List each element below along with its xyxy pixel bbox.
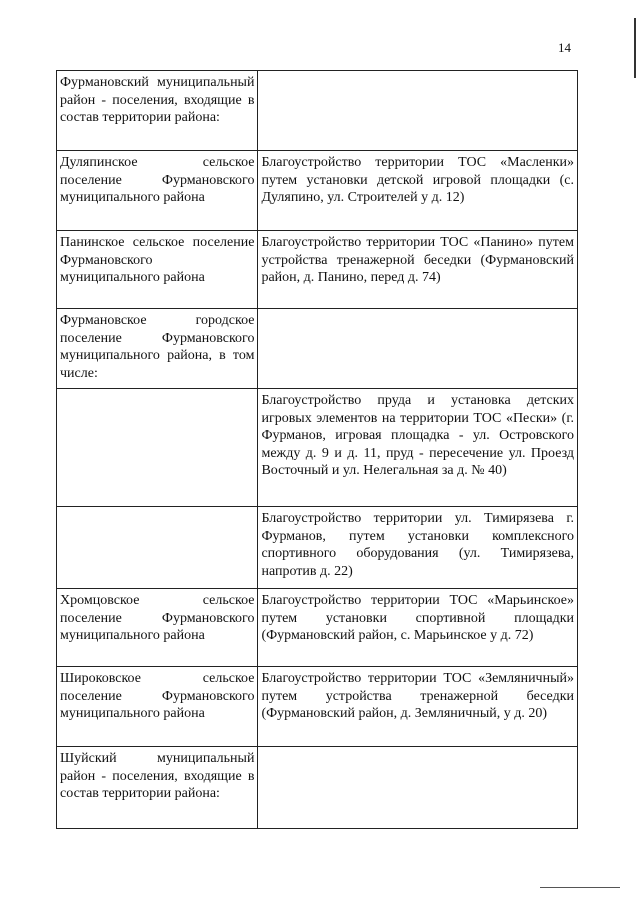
table-row [57,507,578,589]
table-row [57,231,578,309]
project-description: Благоустройство территории ул. Тимирязева г. Фурманов, путем установки комплексного спортивного оборудования (ул. Тимирязева, напротив д. 22) [261,511,574,579]
settlements-table [56,70,578,829]
page-number: 14 [558,40,571,55]
settlement-name: Панинское сельское поселение Фурмановского муниципального района [60,235,255,285]
district-cell [57,71,258,151]
settlement-cell [57,507,258,589]
settlement-cell [57,389,258,507]
project-description: Благоустройство территории ТОС «Марьинское» путем установки спортивной площадки (Фурмановский район, с. Марьинское у д. 72) [261,593,574,643]
settlement-cell [57,231,258,309]
settlement-name: Хромцовское сельское поселение Фурмановского муниципального района [60,593,255,643]
table-row [57,667,578,747]
project-cell [258,151,578,231]
footer-rule [540,887,620,888]
settlement-name: Широковское сельское поселение Фурмановского муниципального района [60,671,255,721]
table-row [57,389,578,507]
table-row [57,71,578,151]
scan-edge-mark [634,18,636,78]
district-name: Фурмановский муниципальный район - поселения, входящие в состав территории района: [60,75,255,125]
settlement-cell [57,667,258,747]
project-description: Благоустройство территории ТОС «Масленки» путем установки детской игровой площадки (с. Дуляпино, ул. Строителей у д. 12) [261,155,574,205]
project-cell [258,667,578,747]
project-cell [258,231,578,309]
settlement-name: Фурмановское городское поселение Фурмановского муниципального района, в том числе: [60,313,255,381]
project-cell [258,71,578,151]
table-row [57,747,578,829]
project-description: Благоустройство территории ТОС «Земляничный» путем устройства тренажерной беседки (Фурмановский район, д. Земляничный, у д. 20) [261,671,574,721]
project-cell [258,747,578,829]
settlement-cell [57,309,258,389]
project-description: Благоустройство пруда и установка детских игровых элементов на территории ТОС «Пески» (г. Фурманов, игровая площадка - ул. Островского между д. 9 и д. 11, пруд - пересечение ул. Проезд Восточный и ул. Нелегальная за д. № 40) [261,393,574,478]
project-cell [258,589,578,667]
district-cell [57,747,258,829]
settlement-cell [57,151,258,231]
settlement-name: Дуляпинское сельское поселение Фурмановского муниципального района [60,155,255,205]
settlement-cell [57,589,258,667]
project-cell [258,389,578,507]
project-description: Благоустройство территории ТОС «Панино» путем устройства тренажерной беседки (Фурмановский район, д. Панино, перед д. 74) [261,235,574,285]
project-cell [258,507,578,589]
table-row [57,151,578,231]
table-row [57,309,578,389]
project-cell [258,309,578,389]
table-row [57,589,578,667]
district-name: Шуйский муниципальный район - поселения, входящие в состав территории района: [60,751,255,801]
